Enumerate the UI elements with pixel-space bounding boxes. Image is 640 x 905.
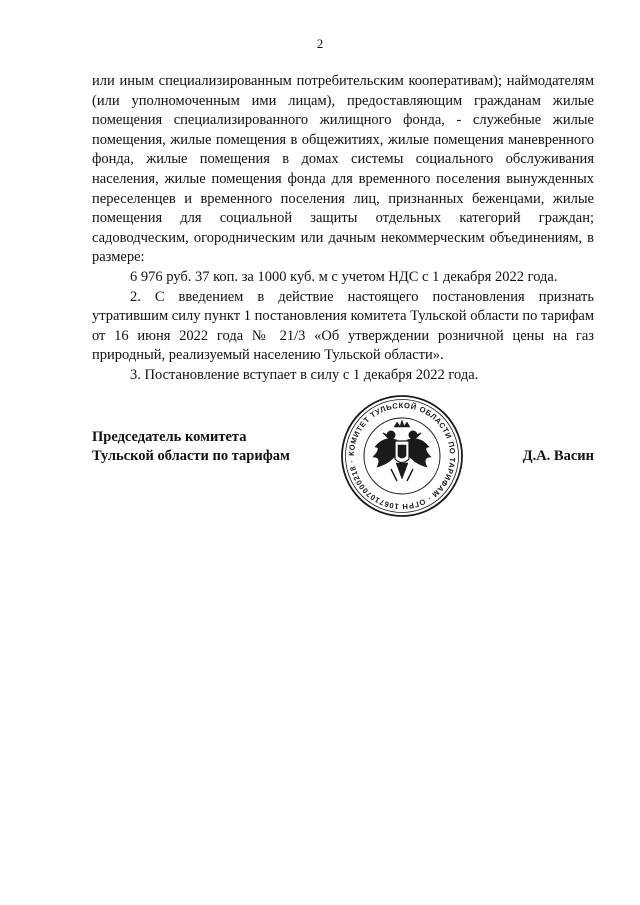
coat-of-arms-icon (373, 420, 431, 481)
paragraph-item-2: 2. С введением в действие настоящего постановления признать утратившим силу пункт 1 постановления комитета Тульской области по тарифам от 16 июня 2022 года № 21/3 «Об утверждении розничной цены на газ природный, реализуемый населению Тульской области». (92, 288, 594, 364)
official-seal (339, 393, 465, 519)
signatory-title-line-2: Тульской области по тарифам (92, 448, 290, 464)
paragraph-continuation: или иным специализированным потребительским кооперативам); наймодателям (или уполномоченным ими лицам), предоставляющим гражданам жилые помещения специализированного жилищного фонда, - служебные жилые помещения, жилые помещения в общежитиях, жилые помещения маневренного фонда, жилые помещения в домах системы социального обслуживания населения, жилые помещения фонда для временного поселения вынужденных переселенцев и временного поселения лиц, признанных беженцами, жилые помещения для социальной защиты отдельных категорий граждан; садоводческим, огородническим или дачным некоммерческим объединениям, в размере: (92, 73, 594, 266)
signatory-name: Д.А. Васин (522, 448, 594, 464)
paragraph-price: 6 976 руб. 37 коп. за 1000 куб. м с учетом НДС с 1 декабря 2022 года. (130, 268, 558, 285)
seal-ring-text: КОМИТЕТ ТУЛЬСКОЙ ОБЛАСТИ ПО ТАРИФАМ · ОГРН 1067107000218 · (346, 400, 458, 512)
document-body (92, 72, 594, 386)
paragraph-item-3: 3. Постановление вступает в силу с 1 декабря 2022 года. (130, 366, 479, 383)
signatory-title-line-1: Председатель комитета (92, 429, 247, 445)
page-number: 2 (316, 36, 324, 51)
signatory-title (92, 428, 290, 466)
